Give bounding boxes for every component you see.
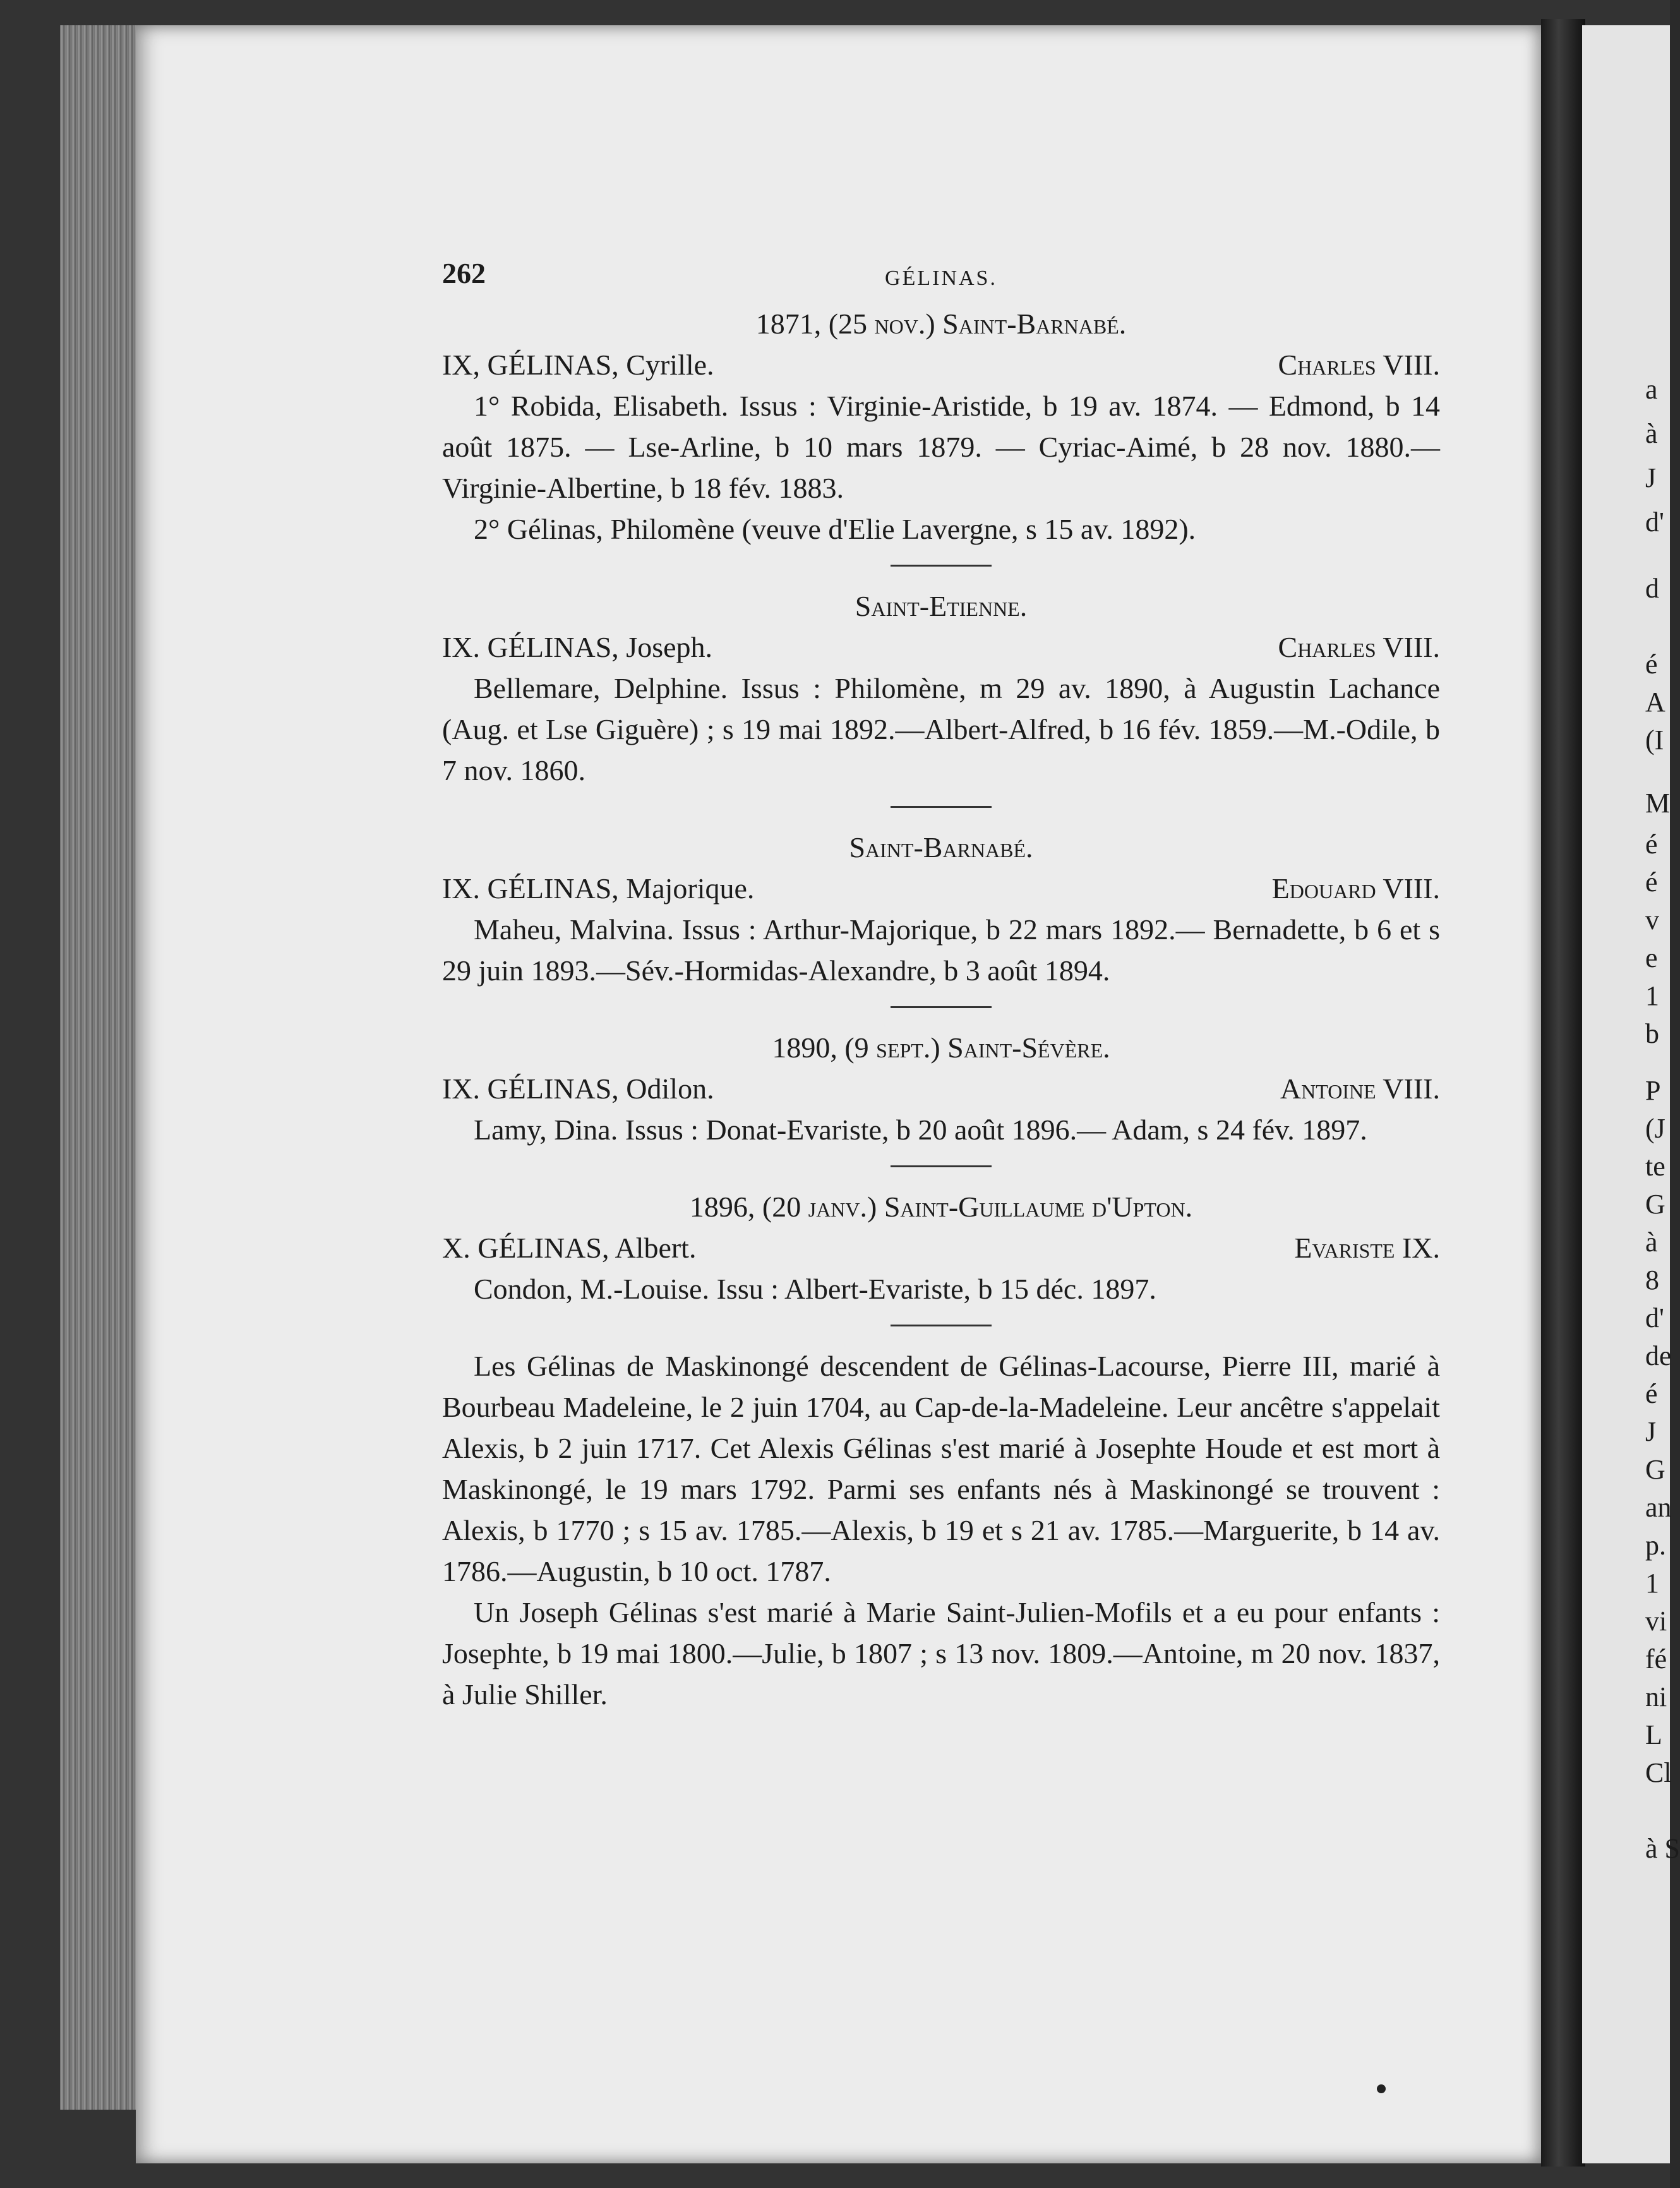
running-head: GÉLINAS. [885,267,997,290]
note-paragraph: Les Gélinas de Maskinongé descendent de Gélinas-Lacourse, Pierre III, marié à Bourbeau Madeleine, le 2 juin 1704, au Cap-de-la-Madeleine. Leur ancêtre s'appelait Alexis, b 2 juin 1717. Cet Alexis Gélinas s'est marié à Josephte Houde et est mort à Maskinongé, le 19 mars 1792. Parmi ses enfants nés à Maskinongé se trouvent : Alexis, b 1770 ; s 15 av. 1785.—Alexis, b 19 et s 21 av. 1785.—Marguerite, b 14 av. 1786.—Augustin, b 10 oct. 1787. [442,1350,1440,1587]
facing-fragment: te [1645,1151,1665,1182]
facing-fragment: J [1645,462,1657,493]
facing-fragment: A [1645,687,1665,718]
facing-fragment: G [1645,1454,1665,1485]
facing-fragment: 8 [1645,1265,1659,1295]
facing-fragment: 1 [1645,1568,1659,1599]
facing-fragment: e [1645,942,1658,973]
entry-name: IX. GÉLINAS, Odilon. [442,1073,714,1105]
section-divider [891,1165,992,1167]
book-gutter [1541,19,1585,2167]
genealogy-entry [442,1027,1440,1150]
facing-fragment: J [1645,1416,1657,1447]
scan-speck [1377,2084,1386,2093]
facing-fragment: à S [1645,1833,1680,1864]
facing-fragment: é [1645,867,1658,898]
date-parish: Saint-Etienne. [855,590,1028,622]
entry-title [442,1227,1440,1268]
entry-parent: Charles VIII. [1278,631,1440,663]
section-divider [891,565,992,567]
facing-fragment: é [1645,829,1658,860]
entry-title [442,1068,1440,1109]
genealogy-entry [442,1186,1440,1309]
note-paragraph: Un Joseph Gélinas s'est marié à Marie Saint-Julien-Mofils et a eu pour enfants : Josephte, b 19 mai 1800.—Julie, b 1807 ; s 13 nov. 1809.—Antoine, m 20 nov. 1837, à Julie Shiller. [442,1596,1440,1710]
entry-parent: Antoine VIII. [1280,1073,1440,1105]
genealogy-entry [442,586,1440,791]
facing-fragment: 1 [1645,980,1659,1011]
facing-fragment: Cl [1645,1757,1672,1788]
facing-fragment: d [1645,573,1659,604]
facing-fragment: p. [1645,1530,1666,1561]
page-number: 262 [442,257,486,289]
entry-parent: Charles VIII. [1278,349,1440,381]
facing-fragment: G [1645,1189,1665,1220]
facing-fragment: P [1645,1075,1661,1106]
genealogy-entry [442,827,1440,991]
facing-fragment: a [1645,374,1658,405]
facing-fragment: ni [1645,1681,1667,1712]
facing-page [1582,25,1680,2163]
page-header [442,253,1440,303]
facing-fragment: é [1645,649,1658,680]
entry-title [442,868,1440,909]
entry-name: IX, GÉLINAS, Cyrille. [442,349,714,381]
facing-fragment: an [1645,1492,1672,1523]
date-parish: 1896, (20 janv.) Saint-Guillaume d'Upton. [689,1191,1193,1223]
facing-fragment: M [1645,788,1671,819]
entry-parent: Edouard VIII. [1271,872,1440,905]
page-content [442,253,1440,1715]
page-edges [60,25,148,2110]
facing-fragment: vi [1645,1606,1667,1637]
marriage-line: Bellemare, Delphine. Issus : Philomène, m 29 av. 1890, à Augustin Lachance (Aug. et Lse Giguère) ; s 19 mai 1892.—Albert-Alfred, b 16 fév. 1859.—M.-Odile, b 7 nov. 1860. [442,672,1440,786]
facing-fragment: é [1645,1378,1658,1409]
date-parish: Saint-Barnabé. [849,831,1033,863]
genealogy-entry [442,303,1440,550]
entry-title [442,344,1440,385]
entry-name: X. GÉLINAS, Albert. [442,1232,697,1264]
marriage-line: Lamy, Dina. Issus : Donat-Evariste, b 20 août 1896.— Adam, s 24 fév. 1897. [474,1114,1367,1146]
date-parish: 1871, (25 nov.) Saint-Barnabé. [755,308,1127,340]
facing-fragment: de [1645,1340,1672,1371]
entry-title [442,627,1440,668]
entry-parent: Evariste IX. [1294,1232,1440,1264]
facing-fragment: b [1645,1018,1659,1049]
section-divider [891,806,992,808]
section-divider [891,1325,992,1326]
date-parish: 1890, (9 sept.) Saint-Sévère. [772,1031,1110,1064]
section-divider [891,1006,992,1008]
facing-fragment: v [1645,905,1659,935]
facing-fragment: (I [1645,724,1664,755]
facing-fragment: fé [1645,1644,1667,1674]
facing-fragment: d' [1645,1302,1664,1333]
marriage-line: 2° Gélinas, Philomène (veuve d'Elie Lavergne, s 15 av. 1892). [474,513,1196,545]
facing-fragment: L [1645,1719,1662,1750]
facing-fragment: à [1645,1227,1658,1258]
facing-fragment: d' [1645,507,1664,538]
notes-section [442,1345,1440,1715]
facing-fragment: (J [1645,1113,1665,1144]
marriage-line: Condon, M.-Louise. Issu : Albert-Evariste, b 15 déc. 1897. [474,1273,1156,1305]
marriage-line: Maheu, Malvina. Issus : Arthur-Majorique, b 22 mars 1892.— Bernadette, b 6 et s 29 juin 1893.—Sév.-Hormidas-Alexandre, b 3 août 1894. [442,913,1440,987]
facing-fragment: à [1645,418,1658,449]
entry-name: IX. GÉLINAS, Joseph. [442,631,713,663]
marriage-line: 1° Robida, Elisabeth. Issus : Virginie-Aristide, b 19 av. 1874. — Edmond, b 14 août 1875. — Lse-Arline, b 10 mars 1879. — Cyriac-Aimé, b 28 nov. 1880.— Virginie-Albertine, b 18 fév. 1883. [442,390,1440,504]
entry-name: IX. GÉLINAS, Majorique. [442,872,755,905]
